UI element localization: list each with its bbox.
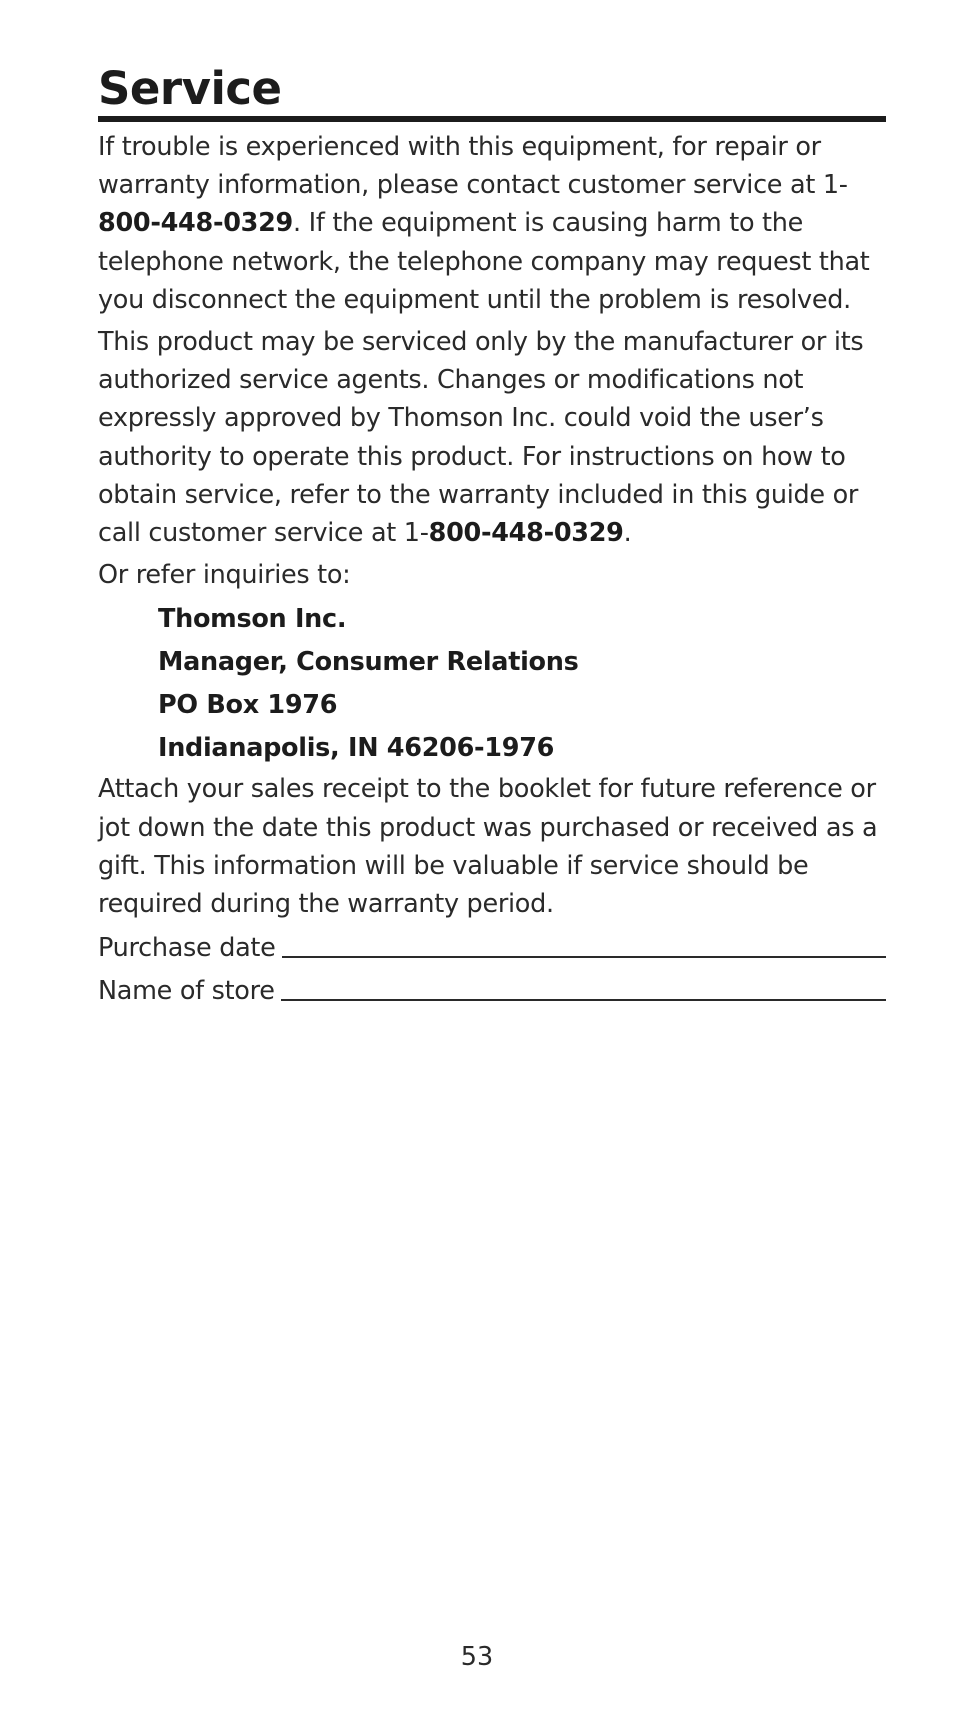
paragraph-service-agents [98, 323, 886, 552]
page-title: Service [98, 62, 282, 115]
phone-number: 800-448-0329 [98, 208, 293, 239]
purchase-date-field [98, 927, 886, 970]
address-company: Thomson Inc. [158, 604, 347, 635]
address-po-box: PO Box 1976 [158, 690, 338, 721]
store-name-blank-line [281, 973, 886, 1001]
phone-number: 800-448-0329 [428, 518, 624, 549]
paragraph-repair-text-b: . If the equipment is causing harm to the telephone network, the telephone company may request that you disconnect the equipment until the problem is resolved. [98, 208, 870, 315]
mailing-address [158, 598, 886, 770]
paragraph-inquiries: Or refer inquiries to: [98, 560, 351, 591]
store-name-label: Name of store [98, 976, 275, 1007]
purchase-date-blank-line [282, 930, 886, 958]
service-page [98, 62, 886, 1013]
store-name-field [98, 970, 886, 1013]
paragraph-sales-receipt: Attach your sales receipt to the booklet for future reference or jot down the date this product was purchased or received as a gift. This information will be valuable if service should be required during the warranty period. [98, 774, 878, 920]
address-city: Indianapolis, IN 46206-1976 [158, 733, 555, 764]
address-department: Manager, Consumer Relations [158, 647, 579, 678]
paragraph-service-text-a: This product may be serviced only by the manufacturer or its authorized service agents. Changes or modifications not expressly approved by Thomson Inc. could void the user’s authority to operate this product. For instructions on how to obtain service, refer to the warranty included in this guide or call customer service at 1- [98, 327, 864, 549]
page-number: 53 [460, 1642, 494, 1672]
purchase-date-label: Purchase date [98, 933, 276, 964]
title-rule [98, 116, 886, 122]
paragraph-service-text-b: . [623, 518, 632, 549]
paragraph-repair-text-a: If trouble is experienced with this equipment, for repair or warranty information, please contact customer service at 1- [98, 132, 848, 201]
paragraph-repair-info [98, 128, 886, 319]
